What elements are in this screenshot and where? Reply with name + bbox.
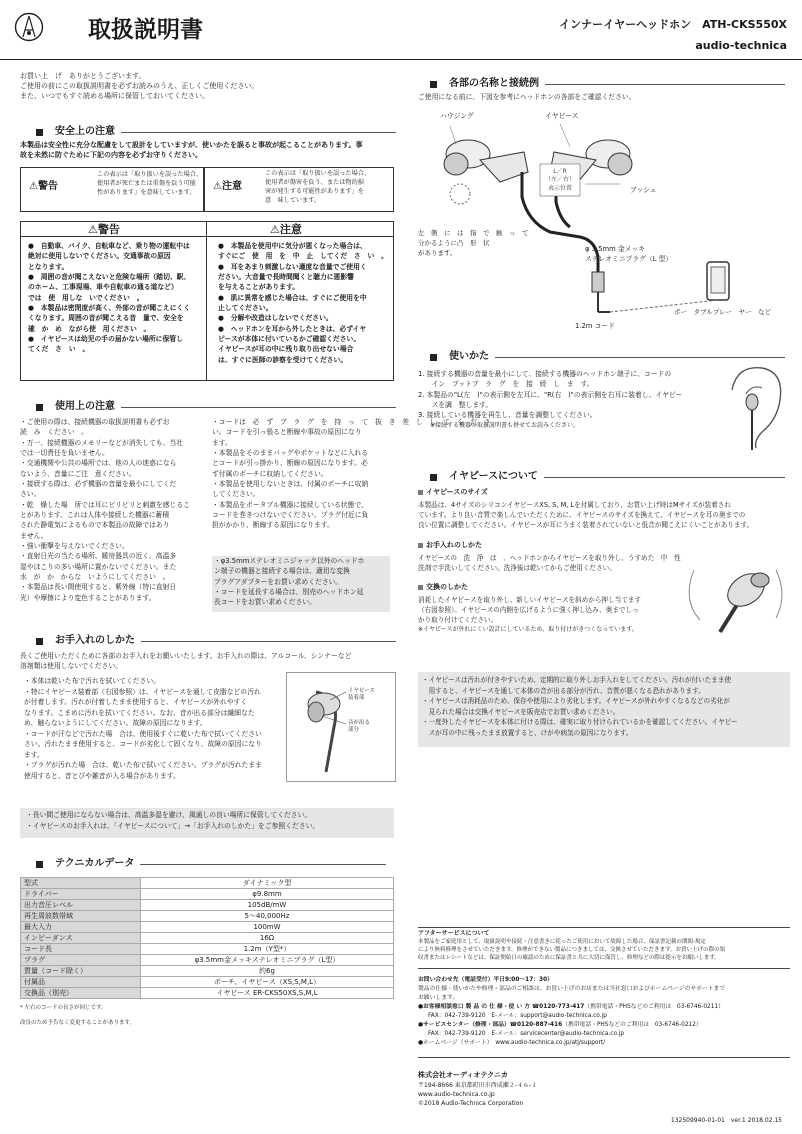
eartip-note-line: スが耳の中に残ったまま放置すると、けがや病気の原因になります。 — [422, 728, 633, 737]
usage-line: ・本製品は長い間使用すると、紫外線（特に直射日 — [20, 583, 177, 592]
spec-value: 1.2m（Y型*） — [141, 944, 394, 955]
label-player: ポー タブルプレー ヤー など — [674, 308, 771, 316]
after-line: により無料修理をさせていただきます。修理ができない製品につきましては、交換させていただきます。お買い上げの際の領 — [418, 946, 726, 953]
usage-grey-line: ・コードを延長する場合は、別売のヘッドホン延 — [214, 587, 364, 596]
warning-label: ⚠警告 — [29, 181, 58, 192]
howto-line: イン プットプ ラ グ を 接 続 し ま す。 — [418, 380, 594, 389]
care-line: ・プラグが汚れた場 合は、乾いた布で拭いてください。プラグが汚れたまま — [24, 761, 262, 770]
usage-line: ・本製品を使用しないときは、付属のポーチに収納 — [212, 479, 369, 488]
label-earpiece: イヤピース — [545, 112, 579, 120]
caution-line: ださい。大音量で長時間聞くと聴力に悪影響 — [218, 272, 354, 281]
warning-line: くなります。周囲の音が聞こえる音 量で、安全を — [28, 314, 184, 323]
eartips-replace-heading: 交換のしかた — [418, 583, 468, 593]
legend-text: 害が発生する可能性があります」を — [265, 187, 364, 195]
warning-line: ● イヤピースは幼児の手の届かない場所に保管し — [28, 334, 183, 343]
warning-line: ● 周囲の音が聞こえないと危険な場所（踏切、駅、 — [28, 272, 191, 281]
warning-line: 絶対に使用しないでください。交通事故の原因 — [28, 252, 171, 261]
spec-row — [21, 988, 394, 999]
care-line: ・特にイヤピース装着部（右図参照）は、イヤピースを通して皮脂などの汚れ — [24, 687, 261, 696]
left-note-line: 分かるように凸 形 状 — [418, 239, 490, 248]
usage-line: 光）や摩擦により変色することがあります。 — [20, 593, 156, 602]
warning-line: となります。 — [28, 262, 69, 271]
company-name: 株式会社オーディオテクニカ — [418, 1071, 509, 1079]
replace-line: かり取り付けてください。 — [418, 616, 498, 625]
usage-line: 湿やほこりの多い場所に置かないでください。また — [20, 562, 177, 571]
spec-footnote: 改良のため予告なく変更することがあります。 — [20, 1020, 136, 1026]
warning-title: ⚠警告 — [88, 223, 120, 236]
usage-line: い。コードを引っ張ると断線や事故の原因になり — [212, 428, 362, 437]
spec-key: インピーダンス — [21, 933, 141, 944]
caution-line: ● 本製品を使用中に気分が悪くなった場合は、 — [218, 242, 367, 250]
usage-line: ・本製品をポータブル機器に接続している状態で、 — [212, 500, 368, 509]
section-safety-heading: 安全上の注意 — [36, 125, 396, 139]
spec-value: ダイナミック型 — [141, 878, 394, 889]
howto-line: 2. 本製品の"L(左 )"の表示側を左耳に、"R(右 )"の表示側を右耳に装着し、イヤピー — [418, 390, 683, 399]
page-title: 取扱説明書 — [88, 17, 203, 43]
lr-line: 表示位置 — [548, 184, 573, 192]
usage-line: 水 が か からな いようにしてください 。 — [20, 572, 170, 581]
usage-line: ・直射日光の当たる場所、暖房器具の近く、高温多 — [20, 552, 177, 561]
service-center-phone[interactable]: ●サービスセンター（修理・部品）☎0120-887-416 — [418, 1021, 563, 1028]
eartips-replace-text — [418, 595, 708, 634]
section-parts-heading: 各部の名称と接続例 — [430, 77, 785, 91]
safety-lead — [20, 141, 404, 161]
contact-heading: お問い合わせ先（電話受付）平日9:00～17：30） — [418, 977, 553, 983]
spec-footnote: * 左右のコードの長さが同じです。 — [20, 1005, 107, 1011]
spec-row — [21, 911, 394, 922]
usage-line: してください。 — [212, 490, 260, 499]
usage-line: ・交通機関や公共の場所では、他の人の迷惑になら — [20, 459, 177, 468]
contact-line: （携帯電話・PHSなどのご利用は 03-6746-0211） — [584, 1003, 724, 1010]
eartips-size-text — [418, 500, 786, 530]
replace-line: ※イヤピースが外れにくい設計にしているため、取り付けがきつくなっています。 — [418, 626, 638, 634]
box-header-rule — [20, 236, 394, 237]
parts-lead: ご使用になる前に、下図を参考にヘッドホンの各部をご確認ください。 — [418, 93, 636, 101]
fig-label: 装着部 — [348, 695, 365, 702]
size-line: 良い位置に調整してください。イヤピースが耳にうまく装着されていないと低音が聞こえにくいことがあります。 — [418, 521, 754, 530]
spec-table — [20, 877, 394, 999]
spec-row — [21, 922, 394, 933]
care-tip-line: イヤピースの 洗 浄 は 、ヘッドホンからイヤピースを取り外し、うすめた 中 性 — [418, 554, 681, 562]
caution-line: を与えることがあります。 — [218, 283, 300, 292]
left-note-line: があります。 — [418, 249, 457, 258]
section-eartips-heading: イヤピースについて — [430, 470, 785, 484]
spec-value: ポーチ、イヤピース（XS,S,M,L） — [141, 977, 394, 988]
size-line: 本製品は、4サイズのシリコンイヤピースXS, S, M, Lを付属しており、お買い上げ時はMサイズが装着され — [418, 501, 731, 509]
brand-logo: audio-technica — [695, 39, 787, 52]
howto-line: ※接続する機器の取扱説明書も併せてお読みください。 — [418, 421, 580, 429]
after-line: 収書またはレシートなどは、保証開始日の確認のために保証書と共に大切に保管し、修理などの際は提示をお願いします。 — [418, 954, 720, 961]
left-note-line: 左 側 に は 指 で 触 っ て — [418, 229, 529, 237]
spec-row — [21, 900, 394, 911]
spec-key: プラグ — [21, 955, 141, 966]
caution-line: は、すぐに医師の診察を受けてください。 — [218, 355, 348, 364]
company-address: 〒194-8666 東京都町田市西成瀬２-４６-１ — [418, 1081, 538, 1089]
earphone-care-figure — [286, 672, 396, 782]
intro — [20, 72, 400, 101]
usage-line: ず付属のポーチに収納してください。 — [212, 469, 328, 478]
warning-line: ● 自動車、バイク、自転車など、乗り物の運転中は — [28, 242, 190, 250]
section-specs-heading: テクニカルデータ — [36, 857, 386, 871]
lr-line: （左／右） — [545, 176, 576, 184]
spec-key: 型式 — [21, 878, 141, 889]
spec-key: ドライバー — [21, 889, 141, 900]
usage-line: ます。 — [212, 438, 232, 447]
care-tip-line: 洗剤で手洗いしてください。洗浄後は乾いてからご使用ください。 — [418, 564, 616, 573]
usage-grey-line: 長コードをお買い求めください。 — [214, 598, 316, 607]
howto-steps — [418, 369, 724, 430]
spec-value: 約6g — [141, 966, 394, 977]
warning-line: のホーム、工事現場、車や自転車の通る道など） — [28, 283, 178, 292]
spec-value: φ9.8mm — [141, 889, 394, 900]
spec-row — [21, 889, 394, 900]
warning-triangle-icon: ⚠ — [29, 181, 38, 192]
label-bush: ブッシュ — [630, 186, 657, 194]
spec-key: コード長 — [21, 944, 141, 955]
legend-text: 意 味しています。 — [265, 196, 321, 204]
caution-triangle-icon: ⚠ — [270, 223, 280, 236]
usage-line: では一切責任を負いません。 — [20, 448, 109, 457]
caution-line: ● 耳をあまり刺激しない適度な音量でご使用く — [218, 262, 367, 271]
caution-triangle-icon: ⚠ — [213, 181, 222, 192]
intro-line: お買い上 げ ありがとうございます。 — [20, 72, 146, 80]
plug-line: ステレオミニプラグ（L 型） — [585, 255, 673, 264]
usage-grey-line: ・φ3.5mmステレオミニジャック以外のヘッドホ — [214, 557, 365, 565]
label-cord: 1.2m コード — [575, 322, 615, 330]
warning-line: ● 本製品は密閉度が高く、外部の音が聞こえにくく — [28, 303, 191, 312]
spec-value: イヤピース ER-CKS50XS,S,M,L — [141, 988, 394, 999]
label-housing: ハウジング — [440, 112, 474, 120]
section-usage-heading: 使用上の注意 — [36, 400, 396, 414]
care-items — [24, 676, 314, 781]
usage-left — [20, 417, 220, 603]
care-line: なります。こまめに汚れを拭いてください。なお、音が出る部分は繊細なた — [24, 708, 255, 717]
safety-lead-line: 本製品は安全性に充分な配慮をして設計をしていますが、使いかたを誤ると事故が起こることがあります。事 — [20, 141, 363, 149]
eartips-size-heading: イヤピースのサイズ — [418, 488, 488, 498]
spec-value: φ3.5mm金メッキステレオミニプラグ（L型） — [141, 955, 394, 966]
care-fig-labels — [348, 688, 375, 702]
spec-row — [21, 955, 394, 966]
company-website[interactable]: www.audio-technica.co.jp — [418, 1091, 495, 1099]
usage-line: ・万一、接続機器のメモリーなどが消失しても、当社 — [20, 438, 184, 447]
ear-illustration — [722, 360, 788, 450]
caution-line: ピースが本体に付いているかご確認ください。 — [218, 334, 361, 343]
spec-key: 最大入力 — [21, 922, 141, 933]
usage-line: ・乾 燥した場 所では耳にピリピリと刺激を感じるこ — [20, 500, 190, 509]
legend-text: 使用者が死亡または重傷を負う可能 — [97, 179, 196, 187]
replace-line: 消耗したイヤピースを取り外し、新しいイヤピースを斜めから押し当てます — [418, 596, 641, 604]
contact-line: 製品の仕様・使いかたや修理・部品のご相談は、お買い上げのお店または当社窓口およびホームページのサポートまで — [418, 985, 726, 992]
warning-triangle-icon: ⚠ — [88, 223, 98, 236]
eartip-note-line: 見られた場合は交換イヤピースを販売店でお買い求めください。 — [422, 707, 620, 716]
spec-key: 交換品（別売） — [21, 988, 141, 999]
spec-value: 16Ω — [141, 933, 394, 944]
care-notes — [20, 808, 394, 838]
care-line: さい。汚れたまま使用すると、コードが劣化して固くなり、故障の原因になり — [24, 740, 262, 749]
intro-line: ご使用の前にこの取扱説明書を必ずお読みのうえ、正しくご使用ください。 — [20, 81, 259, 90]
after-service-box — [418, 927, 790, 969]
legend-text: この表示は「取り扱いを誤った場合、 — [265, 170, 371, 177]
usage-grey-note — [212, 556, 390, 612]
eartip-replace-figure — [680, 560, 790, 640]
caution-items — [218, 241, 398, 365]
spec-key: 出力音圧レベル — [21, 900, 141, 911]
howto-line: 1. 接続する機器の音量を最小にして、接続する機器のヘッドホン端子に、コードの — [418, 370, 672, 378]
eartip-note-line: ・イヤピースは汚れが付きやすいため、定期的に取り外しお手入れをしてください。汚れが付いたまま使 — [422, 676, 732, 684]
eartip-note-line: 用すると、イヤピースを通して本体の音が出る部分が汚れ、音質が悪くなる恐れがあります。 — [422, 686, 705, 695]
company-info — [418, 1070, 537, 1109]
howto-line: 3. 接続している機器を再生し、音量を調整してください。 — [418, 411, 597, 420]
copyright: ©2018 Audio-Technica Corporation — [418, 1100, 524, 1108]
spec-key: 再生周波数帯域 — [21, 911, 141, 922]
spec-row — [21, 966, 394, 977]
product-name: インナーイヤーヘッドホン ATH-CKS550X — [559, 18, 787, 31]
usage-line: ・コードは 必 ず プ ラ グ を 持 っ て 抜 き 差 し し て く だ さ — [212, 418, 491, 426]
usage-line: とがあります。これは人体や接続した機器に蓄積 — [20, 510, 169, 519]
care-lead — [20, 651, 408, 672]
legend-text: 使用者が傷害を負う、または物的損 — [265, 178, 364, 186]
spec-key: 付属品 — [21, 977, 141, 988]
care-line: 使用すると、音とびや雑音が入る場合があります。 — [24, 771, 180, 780]
spec-row — [21, 977, 394, 988]
service-fax-email[interactable]: FAX：042-739-9120 E-メール：servicecenter@audio-technica.co.jp — [428, 1030, 625, 1037]
usage-line: ・強い衝撃を与えないでください。 — [20, 541, 129, 550]
care-lead-line: 長くご使用いただくために各部のお手入れをお願いいたします。お手入れの際は、アルコール、シンナーなど — [20, 652, 352, 660]
customer-support-phone[interactable]: ●お客様相談窓口 製 品 の 仕 様・使 い 方 ☎0120-773-417 — [418, 1003, 585, 1010]
fig-label: 音が出る — [348, 720, 371, 726]
caution-title: ⚠注意 — [270, 223, 302, 236]
care-lead-line: 溶剤類は使用しないでください。 — [20, 662, 122, 671]
eartips-care-heading: お手入れのしかた — [418, 541, 482, 551]
plug-line: φ 3.5mm 金メッキ — [585, 245, 646, 253]
caution-line: ● 肌に異常を感じた場合は、すぐにご使用を中 — [218, 293, 367, 302]
caution-label: ⚠注意 — [213, 181, 242, 192]
usage-line: ないよう、音量にご注 意ください。 — [20, 469, 136, 478]
replace-line: （右図参照）。イヤピースの内側を広げるように強く押し込み、奥までしっ — [418, 606, 639, 615]
care-note-line: ・イヤピースのお手入れは、「イヤピースについて」→「お手入れのしかた」をご参照ください。 — [26, 821, 320, 830]
spec-value: 100mW — [141, 922, 394, 933]
support-fax-email[interactable]: FAX：042-739-9120 E-メール：support@audio-technica.co.jp — [428, 1012, 607, 1019]
usage-grey-line: ン端子の機器と接続する場合は、適切な変換 — [214, 567, 350, 576]
label-lr — [545, 168, 575, 193]
eartip-note-line: ・イヤピースは消耗品のため、保存や使用により劣化します。イヤピースが外れやすくなるなどの劣化が — [422, 697, 730, 706]
usage-line: 読 み ください 。 — [20, 428, 88, 437]
howto-line: スを調 整します。 — [418, 400, 493, 409]
fig-label: 部分 — [348, 727, 360, 734]
legend-text: 性があります」を意味しています。 — [97, 188, 196, 196]
after-line: 本製品をご家庭用として、取扱説明や接続・注意書きに従ったご使用において故障した場合、保証書記載の期間-規定 — [418, 938, 706, 945]
warning-line: では 使 用しな いでください 。 — [28, 293, 144, 302]
care-line: ・コードが汗などで汚れた場 合は、使用後すぐに乾いた布で拭いてください — [24, 729, 262, 738]
contact-line: お願いします。 — [418, 994, 459, 1001]
contact-line: （携帯電話・PHSなどのご利用は 03-6746-0212） — [562, 1021, 702, 1028]
spec-row — [21, 933, 394, 944]
intro-line: また、いつでもすぐ読める場所に保管しておいてください。 — [20, 91, 209, 100]
lr-line: L／R — [553, 168, 567, 175]
safety-lead-line: 故を未然に防ぐために下記の内容を必ずお守りください。 — [20, 150, 202, 159]
usage-line: ・接続する際は、必ず機器の音量を最小にしてくだ — [20, 479, 177, 488]
care-note-line: ・長い間ご使用にならない場合は、高温多湿を避け、風通しの良い場所に保管してください。 — [26, 811, 312, 819]
section-care-heading: お手入れのしかた — [36, 634, 396, 648]
legend-caution — [204, 167, 394, 212]
usage-line: さい。 — [20, 490, 41, 499]
fig-label: イヤピース — [348, 688, 376, 694]
warning-line: てくだ さ い 。 — [28, 345, 90, 354]
contact-box — [418, 976, 790, 1058]
care-line: が付着します。汚れが付着したまま使用すると、イヤピースが外れやすく — [24, 698, 248, 707]
header-rule — [0, 59, 802, 60]
usage-line: コードを巻きつけないでください。プラグ付近に負 — [212, 510, 369, 519]
legend-text: この表示は「取り扱いを誤った場合、 — [97, 171, 203, 178]
usage-grey-line: プラグアダプターをお買い求めください。 — [214, 577, 343, 586]
support-website-link[interactable]: ●ホームページ（サポート） www.audio-technica.co.jp/atj/support/ — [418, 1039, 606, 1046]
warning-line: 確 か め ながら使 用ください 。 — [28, 324, 151, 333]
care-fig-labels2 — [348, 720, 370, 734]
care-line: ます。 — [24, 750, 44, 759]
caution-line: ● ヘッドホンを耳から外したときは、必ずイヤ — [218, 324, 367, 333]
usage-line: ・本製品をそのままバッグやポケットなどに入れる — [212, 448, 368, 457]
legend-warning — [20, 167, 204, 212]
spec-value: 105dB/mW — [141, 900, 394, 911]
caution-line: ● 分解や改造はしないでください。 — [218, 314, 333, 323]
usage-line: とコードが引っ掛かり、断線の原因になります。必 — [212, 459, 368, 468]
after-service-heading: アフターサービスについて — [418, 930, 490, 937]
eartips-care-text — [418, 553, 698, 573]
spec-row — [21, 944, 394, 955]
usage-line: 担がかかり、断線する原因になります。 — [212, 521, 334, 530]
spec-row — [21, 878, 394, 889]
care-line: ・本体は乾いた布で汚れを拭いてください。 — [24, 677, 160, 685]
logo-icon — [14, 12, 44, 42]
section-howto-heading: 使いかた — [430, 350, 785, 364]
eartip-note-line: ・一度外したイヤピースを本体に付ける際は、確実に取り付けられているかを確認してください。イヤピー — [422, 718, 738, 727]
caution-line: 止してください。 — [218, 303, 273, 312]
spec-value: 5～40,000Hz — [141, 911, 394, 922]
caution-line: すぐにご 使 用 を 中 止 してくだ さ い 。 — [218, 252, 388, 261]
spec-key: 質量（コード除く） — [21, 966, 141, 977]
usage-line: された静電気によるもので本製品の故障ではあり — [20, 521, 170, 530]
eartips-grey-notes — [418, 672, 790, 747]
care-line: め、触らないようにしてください。故障の原因になります。 — [24, 719, 207, 728]
size-line: ています。より良い音質で楽しんでいただくために、イヤピースのサイズを換えて、イヤピースを耳の奥までの — [418, 511, 746, 520]
label-plug — [585, 244, 672, 264]
warning-items — [28, 241, 228, 355]
caution-line: イヤピースが耳の中に残り取り出せない場合 — [218, 345, 354, 354]
usage-line: ません。 — [20, 531, 48, 540]
document-code: 132509940-01-01 ver.1 2018.02.15 — [670, 1117, 782, 1124]
usage-line: ・ご使用の際は、接続機器の取扱説明書も必ずお — [20, 418, 170, 426]
label-left-bump — [418, 228, 529, 258]
